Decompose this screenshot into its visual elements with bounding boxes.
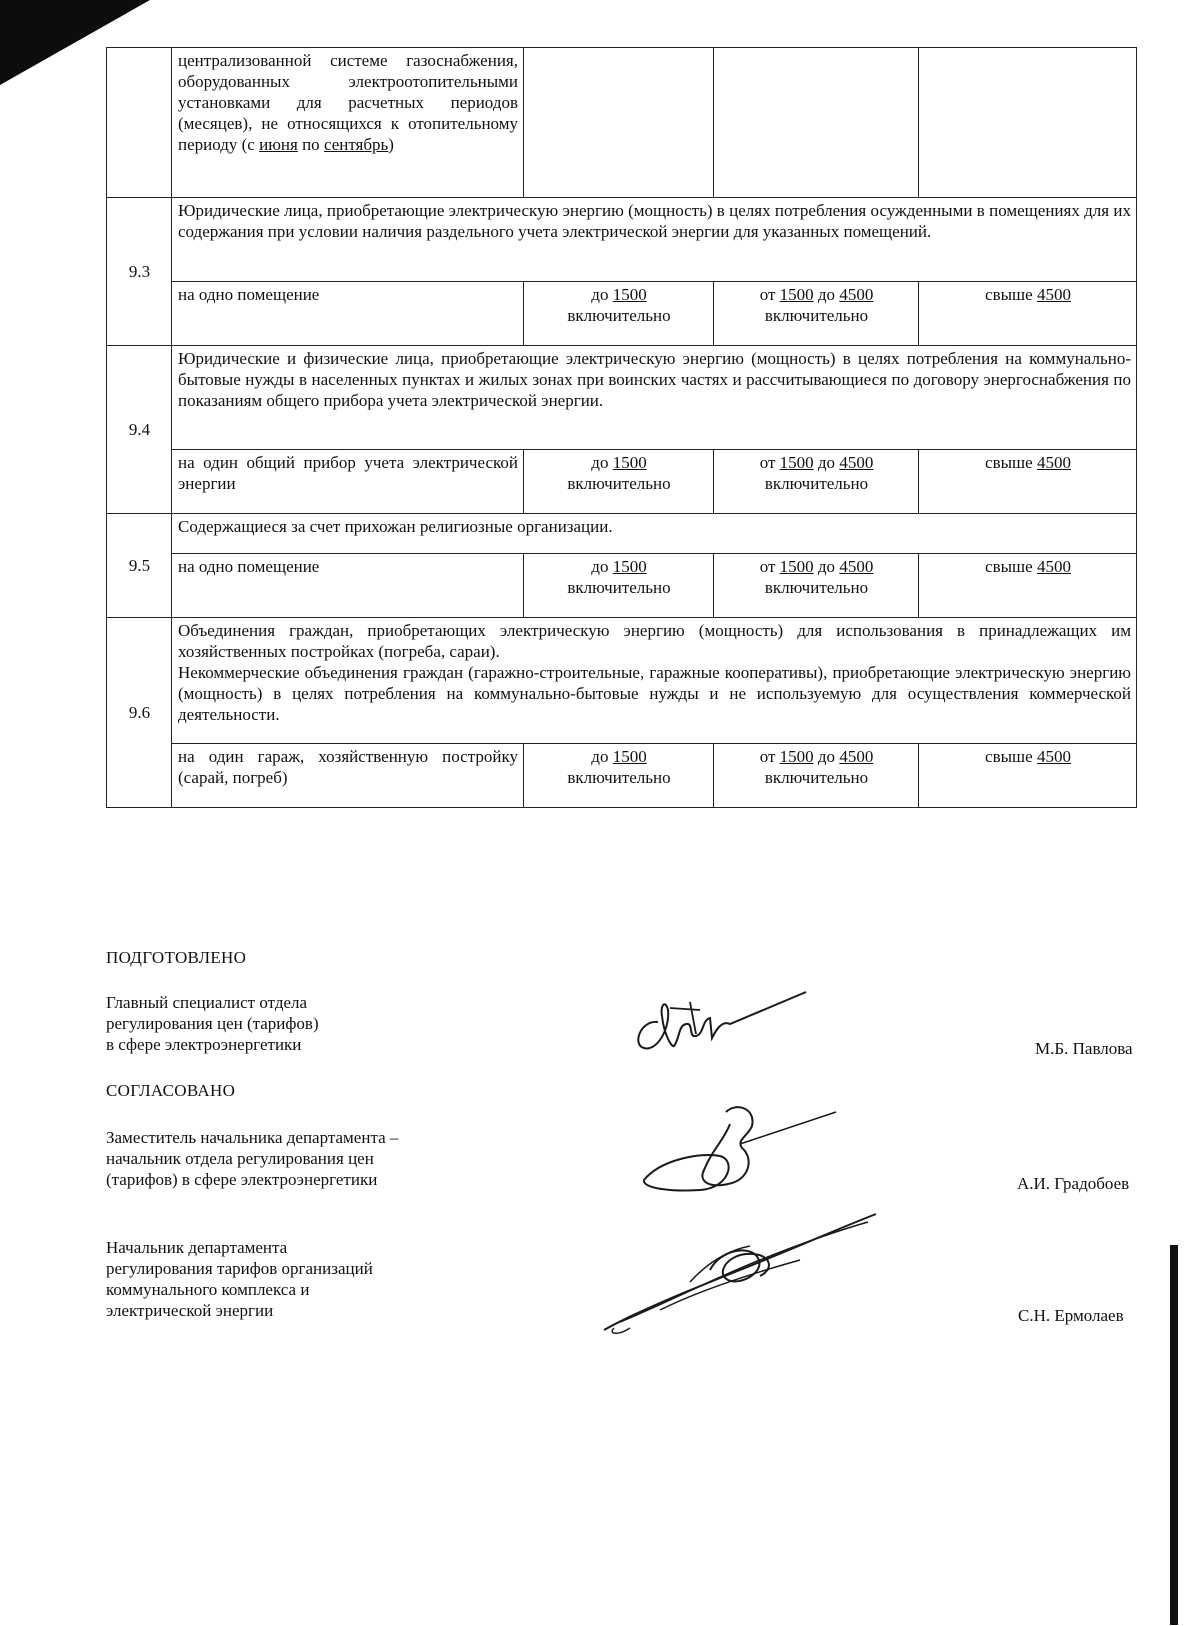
range-high-cell (919, 282, 1137, 346)
position-line: регулирования цен (тарифов) (106, 1014, 319, 1033)
range-value: 1500 (612, 557, 647, 576)
month-from: июня (259, 135, 298, 154)
row-number: 9.3 (107, 198, 172, 346)
row-description-second: Некоммерческие объединения граждан (гаражно-строительные, гаражные кооперативы), приобретающие электрическую энергию (мощность) в целях потребления на коммунально-бытовые нужды и не используемую для осуществления коммерческой деятельности. (178, 663, 1131, 724)
range-value: 4500 (1036, 453, 1071, 472)
range-inclusive: включительно (764, 306, 869, 325)
range-value: 1500 (779, 747, 814, 766)
range-low-cell (524, 450, 714, 514)
prepared-position (106, 992, 319, 1055)
range-prefix: от (759, 747, 780, 766)
range-prefix: до (591, 747, 613, 766)
position-line: электрической энергии (106, 1301, 274, 1320)
range-prefix: свыше (985, 747, 1037, 766)
num-cell-empty (107, 48, 172, 198)
row-description: Содержащиеся за счет прихожан религиозные организации. (172, 514, 1137, 554)
range-value: 1500 (779, 285, 814, 304)
agreed-name: А.И. Градобоев (1017, 1174, 1130, 1193)
continuation-text: централизованной системе газоснабжения, оборудованных электроотопительными установками для расчетных периодов (месяцев), не относящихся к отопительному периоду (с (178, 51, 518, 154)
range-value: 4500 (1036, 557, 1071, 576)
range-prefix: до (591, 285, 613, 304)
agreed-position (106, 1127, 398, 1190)
range-high-cell (919, 450, 1137, 514)
range-mid-cell (714, 282, 919, 346)
range-inclusive: включительно (764, 578, 869, 597)
range-low-cell (524, 744, 714, 808)
row-description-cell (172, 618, 1137, 744)
position-line: регулирования тарифов организаций (106, 1259, 373, 1278)
row-number: 9.4 (107, 346, 172, 514)
agreed-heading: СОГЛАСОВАНО (106, 1081, 236, 1100)
unit-cell: на одно помещение (172, 554, 524, 618)
range-value: 1500 (612, 285, 647, 304)
range-middle: до (813, 557, 840, 576)
continuation-tail: ) (388, 135, 394, 154)
range-prefix: до (591, 453, 613, 472)
range-high-cell (919, 744, 1137, 808)
table-row (107, 282, 1137, 346)
range-inclusive: включительно (567, 474, 671, 493)
range-low-cell (524, 554, 714, 618)
row-number: 9.6 (107, 618, 172, 808)
range-inclusive: включительно (764, 474, 869, 493)
range-value: 1500 (612, 747, 647, 766)
tariff-table (106, 47, 1137, 808)
position-line: коммунального комплекса и (106, 1280, 310, 1299)
empty-cell (524, 48, 714, 198)
position-line: (тарифов) в сфере электроэнергетики (106, 1170, 378, 1189)
range-value: 1500 (779, 557, 814, 576)
row-description: Юридические лица, приобретающие электрическую энергию (мощность) в целях потребления осужденными в помещениях для их содержания при условии наличия раздельного учета электрической энергии для указанных помещений. (172, 198, 1137, 282)
range-prefix: свыше (985, 557, 1037, 576)
position-line: Заместитель начальника департамента – (106, 1128, 399, 1147)
range-inclusive: включительно (764, 768, 869, 787)
position-line: Начальник департамента (106, 1238, 288, 1257)
table-row (107, 198, 1137, 282)
range-low-cell (524, 282, 714, 346)
position-line: начальник отдела регулирования цен (106, 1149, 374, 1168)
head-position (106, 1237, 373, 1321)
range-inclusive: включительно (567, 306, 671, 325)
position-line: Главный специалист отдела (106, 993, 308, 1012)
range-prefix: до (591, 557, 613, 576)
unit-cell: на одно помещение (172, 282, 524, 346)
range-value: 4500 (839, 285, 874, 304)
range-value: 1500 (779, 453, 814, 472)
table-row (107, 450, 1137, 514)
table-row (107, 618, 1137, 744)
range-prefix: свыше (985, 285, 1037, 304)
row-description: Объединения граждан, приобретающих электрическую энергию (мощность) для использования в принадлежащих им хозяйственных постройках (погреба, сараи). (178, 621, 1131, 661)
table-row (107, 514, 1137, 554)
range-mid-cell (714, 450, 919, 514)
range-value: 4500 (839, 557, 874, 576)
signature-gradoboev (640, 1100, 840, 1200)
signature-pavlova (630, 990, 810, 1070)
range-middle: до (813, 747, 840, 766)
range-value: 1500 (612, 453, 647, 472)
range-mid-cell (714, 554, 919, 618)
prepared-heading: ПОДГОТОВЛЕНО (106, 948, 247, 967)
unit-cell: на один гараж, хозяйственную постройку (сарай, погреб) (172, 744, 524, 808)
range-inclusive: включительно (567, 768, 671, 787)
table-row (107, 346, 1137, 450)
continuation-text-cell (172, 48, 524, 198)
head-name: С.Н. Ермолаев (1018, 1306, 1124, 1325)
signature-ermolaev (600, 1210, 880, 1340)
empty-cell (919, 48, 1137, 198)
range-value: 4500 (839, 453, 874, 472)
table-row-continuation (107, 48, 1137, 198)
month-to: сентябрь (323, 135, 389, 154)
range-middle: до (813, 285, 840, 304)
range-value: 4500 (1036, 285, 1071, 304)
row-description: Юридические и физические лица, приобретающие электрическую энергию (мощность) в целях потребления на коммунально-бытовые нужды в населенных пунктах и жилых зонах при воинских частях и рассчитывающиеся по договору энергоснабжения по показаниям общего прибора учета электрической энергии. (172, 346, 1137, 450)
range-value: 4500 (839, 747, 874, 766)
range-inclusive: включительно (567, 578, 671, 597)
position-line: в сфере электроэнергетики (106, 1035, 302, 1054)
empty-cell (714, 48, 919, 198)
table-row (107, 744, 1137, 808)
table-row (107, 554, 1137, 618)
range-prefix: от (759, 453, 780, 472)
range-prefix: от (759, 285, 780, 304)
range-prefix: свыше (985, 453, 1037, 472)
range-mid-cell (714, 744, 919, 808)
unit-cell: на один общий прибор учета электрической энергии (172, 450, 524, 514)
range-value: 4500 (1036, 747, 1071, 766)
continuation-middle: по (297, 135, 324, 154)
prepared-name: М.Б. Павлова (1035, 1039, 1133, 1058)
range-middle: до (813, 453, 840, 472)
scan-edge-bar (1170, 1245, 1178, 1625)
row-number: 9.5 (107, 514, 172, 618)
range-prefix: от (759, 557, 780, 576)
range-high-cell (919, 554, 1137, 618)
